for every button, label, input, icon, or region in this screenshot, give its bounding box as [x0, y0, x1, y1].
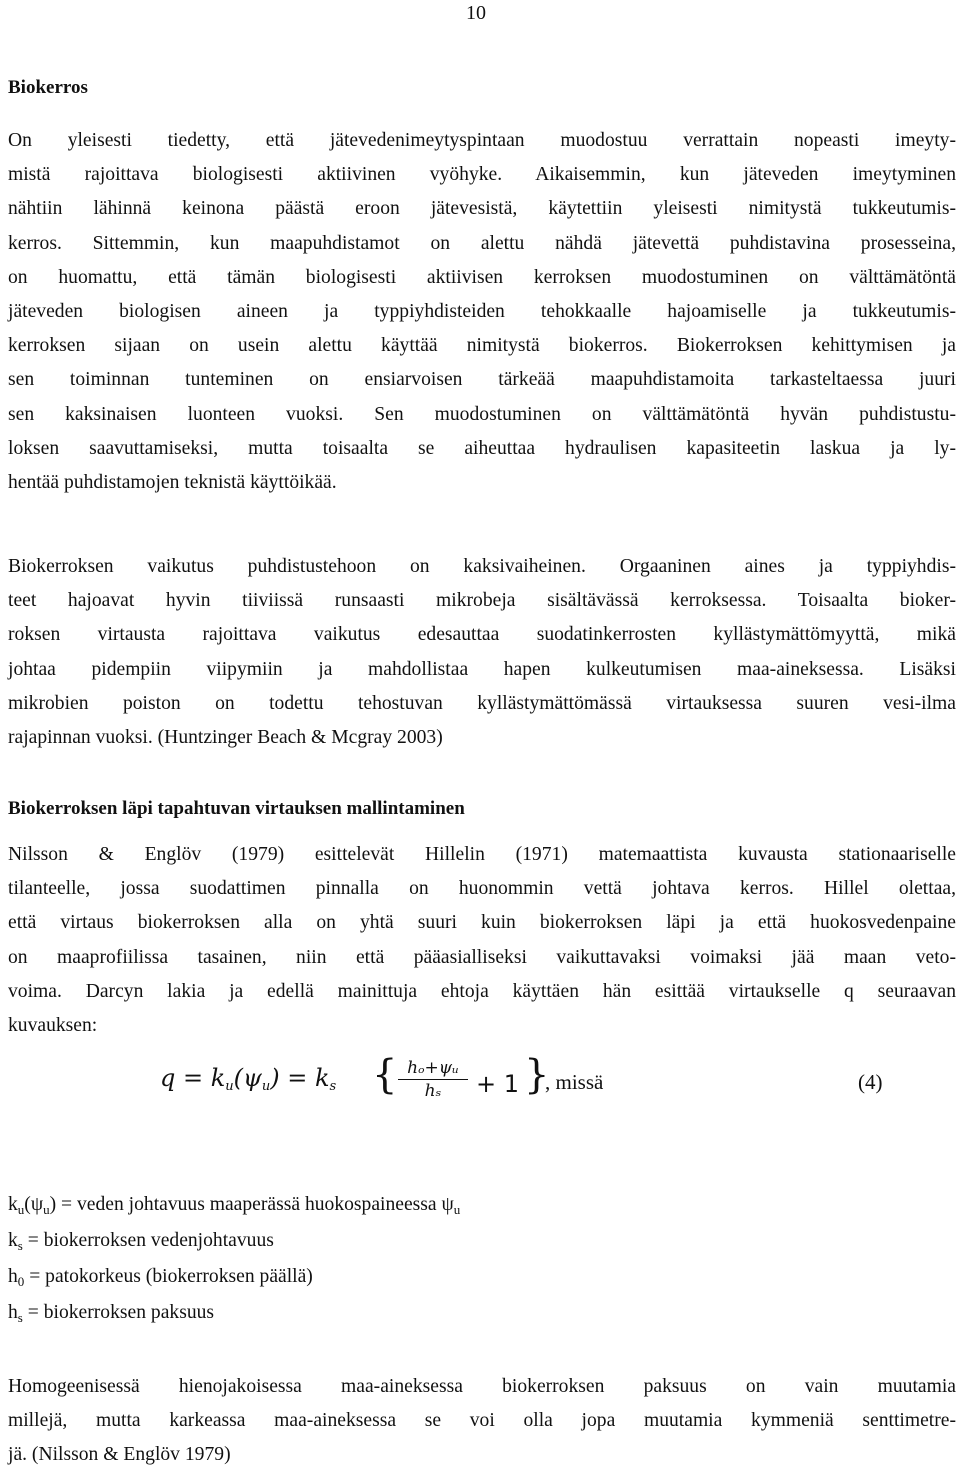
text-line: tilanteelle, jossa suodattimen pinnalla on huonommin vettä johtava kerros. Hillel olettaa,: [8, 878, 956, 900]
paragraph-homogeneous: [8, 1370, 956, 1473]
eq-brace-close: }: [524, 1052, 550, 1098]
text-line: Nilsson & Englöv (1979) esittelevät Hillelin (1971) matemaattista kuvausta stationaariselle: [8, 844, 956, 865]
definition-ks: [8, 1230, 274, 1254]
text-line: nähtiin lähinnä keinona päästä eroon jätevesistä, käytettiin yleisesti nimitystä tukkeutumis-: [8, 198, 956, 220]
eq-plus-one: + 1: [476, 1070, 520, 1098]
text-line: kerros. Sittemmin, kun maapuhdistamot on alettu nähdä jätevettä puhdistavina prosesseina,: [8, 232, 956, 254]
text-line: kerroksen sijaan on usein alettu käyttää nimitystä biokerros. Biokerroksen kehittymisen ja: [8, 335, 956, 357]
paragraph-biokerros-intro: [8, 124, 956, 500]
definition-hs: [8, 1302, 214, 1326]
text-line: johtaa pidempiin viipymiin ja mahdollistaa hapen kulkeutumisen maa-aineksessa. Lisäksi: [8, 658, 956, 680]
def-sub: u: [17, 1202, 25, 1217]
text-line: voima. Darcyn lakia ja edellä mainittuja ehtoja käyttäen hän esittää virtaukselle q seuraavan: [8, 980, 956, 1002]
def-text: = biokerroksen vedenjohtavuus: [22, 1230, 274, 1251]
text-line: rajapinnan vuoksi. (Huntzinger Beach & Mcgray 2003): [8, 727, 443, 749]
paragraph-biokerros-effect: [8, 550, 956, 755]
text-line: mistä rajoittava biologisesti aktiivinen vyöhyke. Aikaisemmin, kun jäteveden imeytyminen: [8, 164, 956, 186]
eq-lhs-sub: u: [225, 1079, 234, 1094]
text-line: On yleisesti tiedetty, että jätevedenimeytyspintaan muodostuu verrattain nopeasti imeyty-: [8, 130, 956, 151]
def-sub: s: [17, 1238, 23, 1253]
def-text: = veden johtavuus maaperässä huokospaineessa ψ: [56, 1194, 454, 1215]
text-line: on maaprofiilissa tasainen, niin että pääasialliseksi vaikuttavaksi voimaksi jää maan veto-: [8, 946, 956, 968]
def-symbol: h: [8, 1266, 18, 1287]
def-extra: (ψ: [24, 1194, 44, 1215]
equation-4: [0, 1052, 960, 1118]
definition-h0: [8, 1266, 313, 1290]
section-heading-mallintaminen: Biokerroksen läpi tapahtuvan virtauksen mallintaminen: [8, 798, 465, 819]
def-symbol: h: [8, 1302, 18, 1323]
text-line: Homogeenisessä hienojakoisessa maa-aineksessa biokerroksen paksuus on vain muutamia: [8, 1376, 956, 1397]
equation-lhs: [160, 1064, 336, 1094]
eq-fraction: [398, 1058, 468, 1101]
eq-lhs-text: q = k: [160, 1064, 226, 1092]
section-heading-biokerros: Biokerros: [8, 77, 88, 98]
def-symbol: k: [8, 1194, 18, 1215]
text-line: sen kaksinaisen luonteen vuoksi. Sen muodostuminen on välttämätöntä hyvän puhdistustu-: [8, 403, 956, 425]
eq-missa: , missä: [545, 1070, 604, 1094]
def-close: ): [49, 1194, 57, 1215]
def-sub: 0: [17, 1274, 25, 1289]
eq-number: (4): [858, 1070, 883, 1094]
text-line: millejä, mutta karkeassa maa-aineksessa se voi olla jopa muutamia kymmeniä senttimetre-: [8, 1410, 956, 1432]
text-line: Biokerroksen vaikutus puhdistustehoon on kaksivaiheinen. Orgaaninen aines ja typpiyhdis-: [8, 556, 956, 577]
eq-mid-sub: s: [329, 1079, 337, 1094]
def-text: = biokerroksen paksuus: [22, 1302, 215, 1323]
eq-psi-text: (ψ: [233, 1064, 262, 1092]
text-line: hentää puhdistamojen teknistä käyttöikää.: [8, 472, 337, 494]
def-sub: s: [17, 1310, 23, 1325]
text-line: teet hajoavat hyvin tiiviissä runsaasti mikrobeja sisältävässä kerroksessa. Toisaalta bioker-: [8, 590, 956, 612]
def-symbol: k: [8, 1230, 18, 1251]
text-line: roksen virtausta rajoittava vaikutus edesauttaa suodatinkerrosten kyllästymättömyyttä, mikä: [8, 624, 956, 646]
text-line: että virtaus biokerroksen alla on yhtä suuri kuin biokerroksen läpi ja että huokosvedenpaine: [8, 912, 956, 934]
def-text-sub: u: [453, 1202, 461, 1217]
text-line: jä. (Nilsson & Englöv 1979): [8, 1444, 231, 1466]
eq-psi-sub: u: [261, 1079, 271, 1094]
def-extra-sub: u: [43, 1202, 50, 1217]
definition-ku: [8, 1194, 460, 1218]
eq-denominator: hₛ: [424, 1081, 442, 1101]
eq-mid-text: ) = k: [270, 1064, 330, 1092]
eq-brace-open: {: [372, 1052, 398, 1098]
eq-numerator: hₒ+ψᵤ: [398, 1058, 468, 1080]
text-line: mikrobien poiston on todettu tehostuvan kyllästymättömässä virtauksessa suuren vesi-ilma: [8, 692, 956, 714]
text-line: loksen saavuttamiseksi, mutta toisaalta se aiheuttaa hydraulisen kapasiteetin laskua ja ly-: [8, 437, 956, 459]
paragraph-mallintaminen-intro: [8, 838, 956, 1043]
text-line: sen toiminnan tunteminen on ensiarvoisen tärkeää maapuhdistamoita tarkasteltaessa juuri: [8, 369, 956, 391]
text-line: jäteveden biologisen aineen ja typpiyhdisteiden tehokkaalle hajoamiselle ja tukkeutumis-: [8, 301, 956, 323]
def-text: = patokorkeus (biokerroksen päällä): [24, 1266, 313, 1287]
page-number: 10: [466, 2, 486, 24]
text-line: on huomattu, että tämän biologisesti aktiivisen kerroksen muodostuminen on välttämätöntä: [8, 266, 956, 288]
text-line: kuvauksen:: [8, 1015, 98, 1037]
